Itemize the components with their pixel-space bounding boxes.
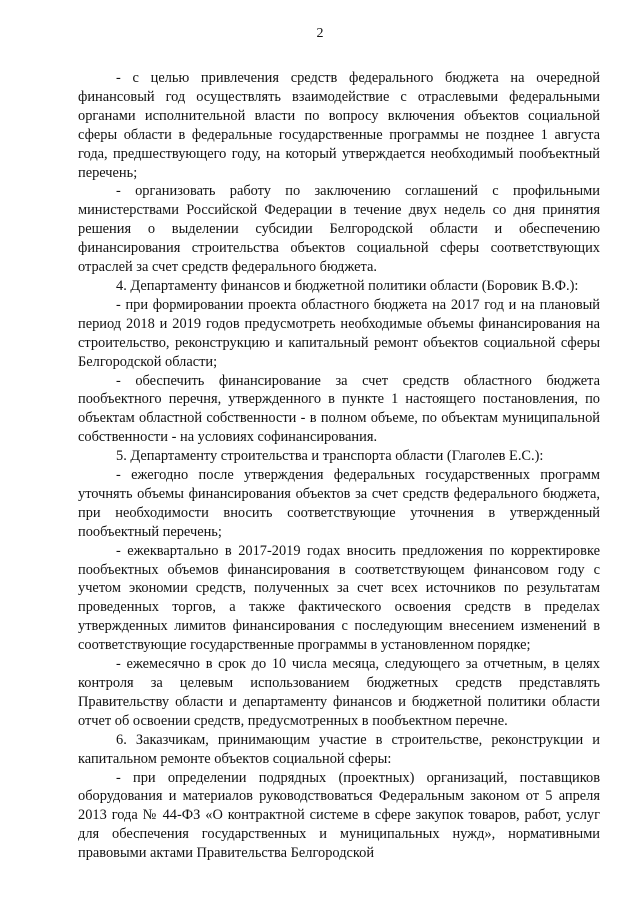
paragraph-item-4-heading: 4. Департаменту финансов и бюджетной политики области (Боровик В.Ф.): [116,277,579,294]
paragraph-contractor-selection: - при определении подрядных (проектных) организаций, поставщиков оборудования и материалов руководствоваться Федеральным законом от 5 апреля 2013 года № 44-ФЗ «О контрактной системе в сфере закупок товаров, работ, услуг для обеспечения государственных и муниципальных нужд», нормативными правовыми актами Правительства Белгородской [78,769,600,862]
paragraph-item-5-heading: 5. Департаменту строительства и транспорта области (Глаголев Е.С.): [116,448,544,465]
paragraph-annual-adjustment: - ежегодно после утверждения федеральных государственных программ уточнять объемы финансирования объектов за счет средств федерального бюджета, при необходимости вносить соответствующие уточнения в утвержденный пообъектный перечень; [78,467,600,540]
paragraph-regional-budget-planning: - при формировании проекта областного бюджета на 2017 год и на плановый период 2018 и 2019 годов предусмотреть необходимые объемы финансирования на строительство, реконструкцию и капитальный ремонт объектов социальной сферы Белгородской области; [78,296,600,370]
paragraph-subsidy-agreements: - организовать работу по заключению соглашений с профильными министерствами Российской Федерации в течение двух недель со дня принятия решения о выделении субсидии Белгородской области и обеспечению финансирования строительства объектов социальной сферы соответствующих отраслей за счет средств федерального бюджета. [78,183,600,276]
page-number: 2 [316,26,324,41]
paragraph-financing-provision: - обеспечить финансирование за счет средств областного бюджета пообъектного перечня, утвержденного в пункте 1 настоящего постановления, по объектам областной собственности - в полном объеме, по объектам муниципальной собственности - на условиях софинансирования. [78,372,600,446]
document-body [78,69,600,863]
paragraph-quarterly-proposals: - ежеквартально в 2017-2019 годах вносить предложения по корректировке пообъектных объемов финансирования в соответствующем финансовом году с учетом экономии средств, полученных за счет всех источников по результатам проведенных торгов, а также фактического освоения средств в пределах утвержденных лимитов финансирования с последующим внесением изменений в соответствующие государственные программы в установленном порядке; [78,542,600,654]
paragraph-monthly-report: - ежемесячно в срок до 10 числа месяца, следующего за отчетным, в целях контроля за целевым использованием бюджетных средств представлять Правительству области и департаменту финансов и бюджетной политики области отчет об освоении средств, предусмотренных в пообъектном перечне. [78,656,600,729]
paragraph-item-6-heading: 6. Заказчикам, принимающим участие в строительстве, реконструкции и капитальном ремонте объектов социальной сферы: [78,731,600,767]
paragraph-federal-budget-interaction: - с целью привлечения средств федерального бюджета на очередной финансовый год осуществлять взаимодействие с отраслевыми федеральными органами исполнительной власти по вопросу включения объектов социальной сферы области в федеральные государственные программы не позднее 1 августа года, предшествующего году, на который утверждается необходимый пообъектный перечень; [78,70,600,181]
